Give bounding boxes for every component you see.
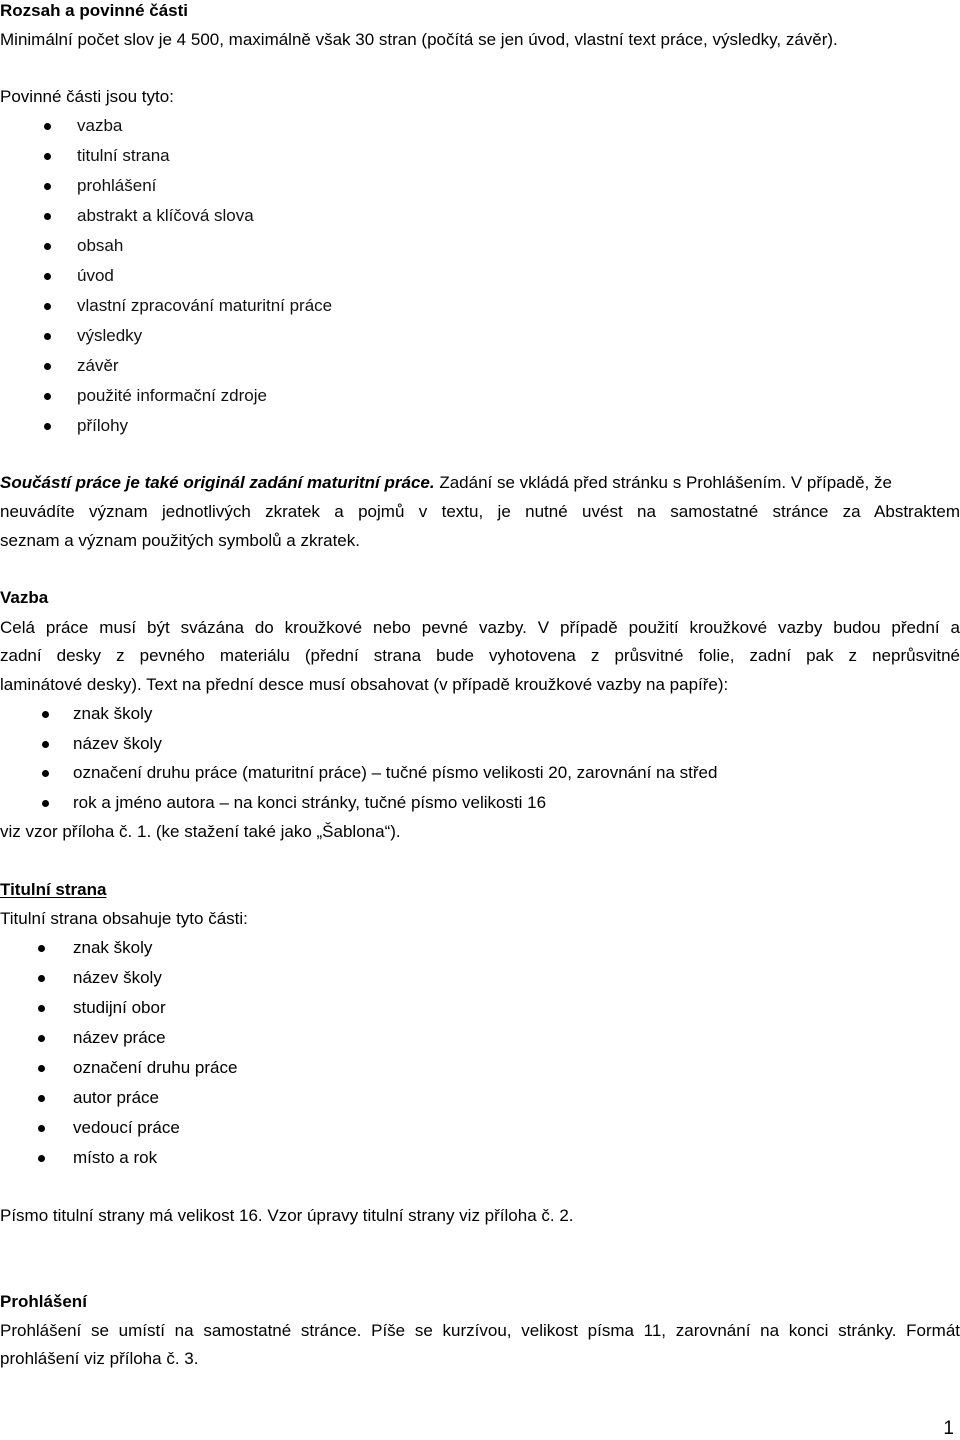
titulni-list [73,937,237,1177]
list-item: obsah [77,235,332,265]
list-item: studijní obor [73,997,237,1027]
list-item: prohlášení [77,175,332,205]
section-heading-titulni: Titulní strana [0,880,107,899]
bullet-icon [38,945,45,952]
vazba-footer: viz vzor příloha č. 1. (ke stažení také jako „Šablona“). [0,822,401,841]
list-item: znak školy [73,703,717,733]
prohlaseni-line1: Prohlášení se umístí na samostatné stránce. Píše se kurzívou, velikost písma 11, zarovnání na konci stránky. Formát [0,1321,960,1340]
list-item: místo a rok [73,1147,237,1177]
bullet-icon [44,243,51,250]
bullet-icon [44,123,51,130]
list-item: rok a jméno autora – na konci stránky, tučné písmo velikosti 16 [73,792,717,822]
list-item: znak školy [73,937,237,967]
bullet-icon [44,303,51,310]
zadani-note-line1: Součástí práce je také originál zadání maturitní práce. Zadání se vkládá před stránku s Prohlášením. V případě, že [0,473,892,492]
bullet-icon [42,770,49,777]
list-item: závěr [77,355,332,385]
list-item: výsledky [77,325,332,355]
bullet-icon [38,975,45,982]
list-item: vedoucí práce [73,1117,237,1147]
bullet-icon [44,153,51,160]
section-heading-prohlaseni: Prohlášení [0,1292,87,1311]
list-item: použité informační zdroje [77,385,332,415]
bullet-icon [44,213,51,220]
list-item: přílohy [77,415,332,445]
bullet-icon [42,711,49,718]
page-number: 1 [943,1418,954,1439]
prohlaseni-line2: prohlášení viz příloha č. 3. [0,1349,199,1368]
list-item: autor práce [73,1087,237,1117]
bullet-icon [38,1035,45,1042]
titulni-intro: Titulní strana obsahuje tyto části: [0,909,248,928]
list-item: název školy [73,733,717,763]
zadani-note-line2: neuvádíte význam jednotlivých zkratek a pojmů v textu, je nutné uvést na samostatné stránce za Abstraktem [0,502,960,521]
list-item: označení druhu práce [73,1057,237,1087]
bullet-icon [42,800,49,807]
povinne-casti-list [77,115,332,445]
povinne-intro: Povinné části jsou tyto: [0,87,174,106]
bullet-icon [38,1095,45,1102]
list-item: abstrakt a klíčová slova [77,205,332,235]
bullet-icon [38,1155,45,1162]
bullet-icon [38,1125,45,1132]
titulni-footer: Písmo titulní strany má velikost 16. Vzor úpravy titulní strany viz příloha č. 2. [0,1206,574,1225]
list-item: úvod [77,265,332,295]
bullet-icon [44,363,51,370]
bullet-icon [44,273,51,280]
zadani-note-line3: seznam a význam použitých symbolů a zkratek. [0,531,360,550]
zadani-note-bold: Součástí práce je také originál zadání maturitní práce. [0,473,435,492]
list-item: titulní strana [77,145,332,175]
section-heading-vazba: Vazba [0,588,49,607]
rozsah-text: Minimální počet slov je 4 500, maximálně však 30 stran (počítá se jen úvod, vlastní text práce, výsledky, závěr). [0,30,838,49]
bullet-icon [38,1005,45,1012]
vazba-line3: laminátové desky). Text na přední desce musí obsahovat (v případě kroužkové vazby na papíře): [0,675,729,694]
vazba-line1: Celá práce musí být svázána do kroužkové nebo pevné vazby. V případě použití kroužkové vazby budou přední a [0,618,960,637]
list-item: název školy [73,967,237,997]
bullet-icon [44,333,51,340]
bullet-icon [42,741,49,748]
bullet-icon [38,1065,45,1072]
bullet-icon [44,183,51,190]
list-item: označení druhu práce (maturitní práce) – tučné písmo velikosti 20, zarovnání na střed [73,762,717,792]
section-heading-rozsah: Rozsah a povinné části [0,1,188,20]
list-item: vlastní zpracování maturitní práce [77,295,332,325]
bullet-icon [44,423,51,430]
vazba-list [73,703,717,822]
list-item: název práce [73,1027,237,1057]
bullet-icon [44,393,51,400]
vazba-line2: zadní desky z pevného materiálu (přední strana bude vyhotovena z průsvitné folie, zadní pak z neprůsvitné [0,646,960,665]
list-item: vazba [77,115,332,145]
